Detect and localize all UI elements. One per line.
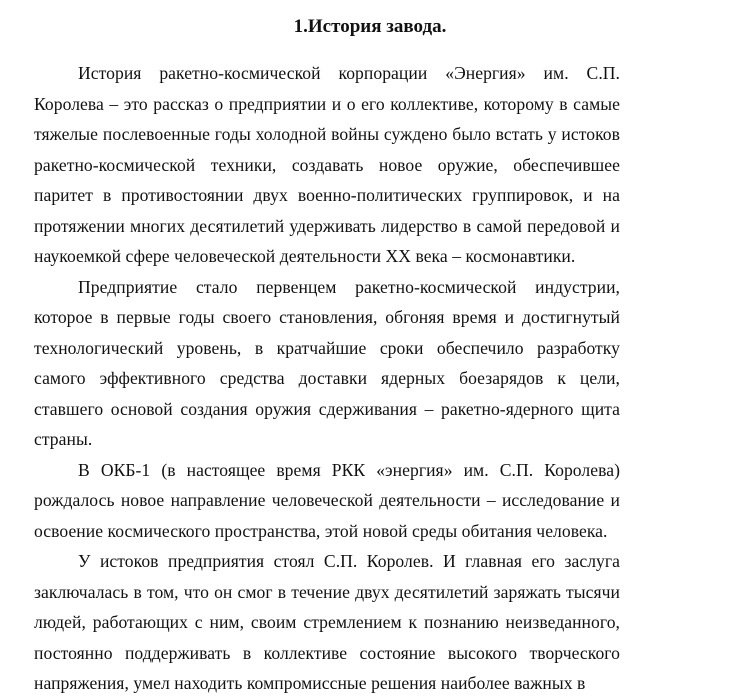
paragraph: История ракетно-космической корпорации «Энергия» им. С.П. Королева – это рассказ о предприятии и о его коллективе, которому в самые тяжелые послевоенные годы холодной войны суждено было встать у истоков ракетно-космической техники, создавать новое оружие, обеспечившее паритет в противостоянии двух военно-политических группировок, и на протяжении многих десятилетий удерживать лидерство в самой передовой и наукоемкой сфере человеческой деятельности XX века – космонавтики. xyxy=(34,63,620,266)
page-title: 1.История завода. xyxy=(293,16,447,37)
paragraph: Предприятие стало первенцем ракетно-космической индустрии, которое в первые годы своего становления, обгоняя время и достигнутый технологический уровень, в кратчайшие сроки обеспечило разработку самого эффективного средства доставки ядерных боезарядов к цели, ставшего основой создания оружия сдерживания – ракетно-ядерного щита страны. xyxy=(34,276,620,449)
document-body xyxy=(34,58,620,699)
paragraph: В ОКБ-1 (в настоящее время РКК «энергия» им. С.П. Королева) рождалось новое направление человеческой деятельности – исследование и освоение космического пространства, этой новой среды обитания человека. xyxy=(34,459,620,541)
paragraph: У истоков предприятия стоял С.П. Королев. И главная его заслуга заключалась в том, что он смог в течение двух десятилетий заряжать тысячи людей, работающих с ним, своим стремлением к познанию неизведанного, постоянно поддерживать в коллективе состояние высокого творческого напряжения, умел находить компромиссные решения наиболее важных в xyxy=(34,551,620,693)
